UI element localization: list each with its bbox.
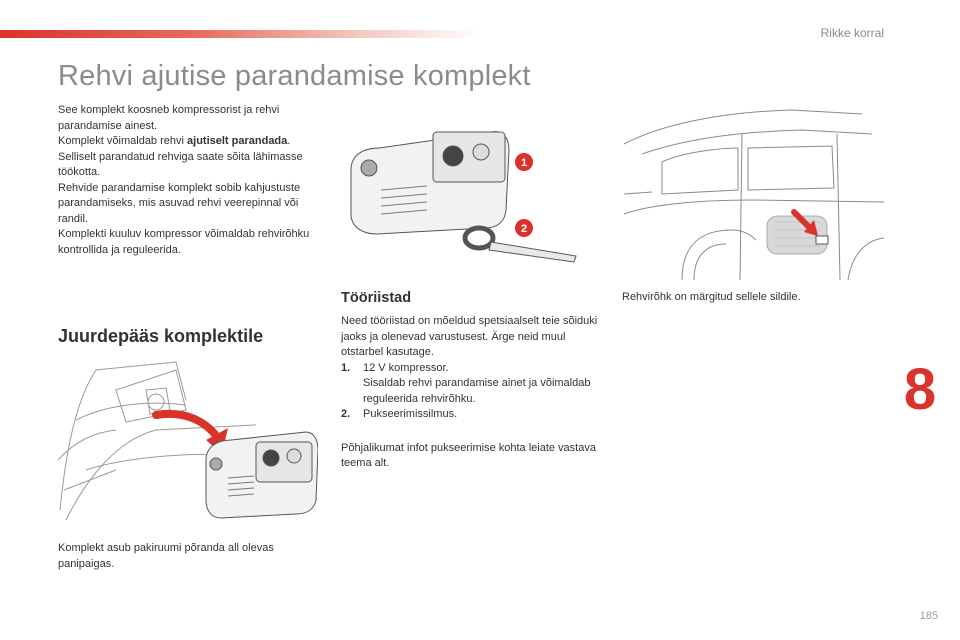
intro-text <box>58 103 318 258</box>
intro-line: Rehvide parandamise komplekt sobib kahjustuste parandamiseks, mis asuvad rehvi veerepinnal või randil. <box>58 181 301 225</box>
list-item-text: Pukseerimissilmus. <box>363 408 458 420</box>
intro-text-span: . <box>287 135 291 147</box>
trunk-caption <box>58 541 318 572</box>
header-accent-bar <box>0 30 480 38</box>
page-title: Rehvi ajutise parandamise komplekt <box>58 60 531 92</box>
list-item-text: 12 V kompressor. <box>363 361 449 374</box>
chapter-number: 8 <box>903 357 937 422</box>
list-item-number: 2. <box>341 408 351 420</box>
access-heading: Juurdepääs komplektile <box>58 326 264 346</box>
intro-line: See komplekt koosneb kompressorist ja rehvi parandamise ainest. <box>58 104 280 132</box>
intro-line: Komplekti kuuluv kompressor võimaldab rehvirõhku kontrollida ja reguleerida. <box>58 228 310 256</box>
label-caption-text: Rehvirõhk on märgitud sellele sildile. <box>622 291 801 303</box>
page-number: 185 <box>919 610 938 622</box>
section-label: Rikke korral <box>820 26 884 40</box>
list-item-number: 1. <box>341 361 351 374</box>
callout-2-label: 2 <box>520 223 528 235</box>
car-side-illustration <box>622 104 884 280</box>
callout-1-label: 1 <box>520 157 528 169</box>
intro-bold-text: ajutiselt parandada <box>187 135 288 147</box>
list-item-detail: Sisaldab rehvi parandamise ainet ja võimaldab reguleerida rehvirõhku. <box>363 377 591 405</box>
trunk-illustration <box>56 360 318 530</box>
list-item <box>341 407 601 423</box>
tools-list <box>341 361 601 423</box>
intro-line: Selliselt parandatud rehviga saate sõita lähimasse töökotta. <box>58 150 303 178</box>
tools-heading: Tööriistad <box>341 290 412 306</box>
list-item <box>341 361 601 408</box>
intro-text-span: Komplekt võimaldab rehvi <box>58 135 188 147</box>
intro-line <box>58 134 318 150</box>
label-caption <box>622 290 882 306</box>
tools-intro: Need tööriistad on mõeldud spetsiaalselt teie sõiduki jaoks ja olenevad varustusest. Ärge neid muul otstarbel kasutage. <box>341 315 598 358</box>
repair-kit-illustration <box>341 110 601 280</box>
tools-more-info: Põhjalikumat infot pukseerimise kohta leiate vastava teema alt. <box>341 441 596 469</box>
tools-body <box>341 314 601 472</box>
trunk-caption-text: Komplekt asub pakiruumi põranda all olevas panipaigas. <box>58 542 274 570</box>
